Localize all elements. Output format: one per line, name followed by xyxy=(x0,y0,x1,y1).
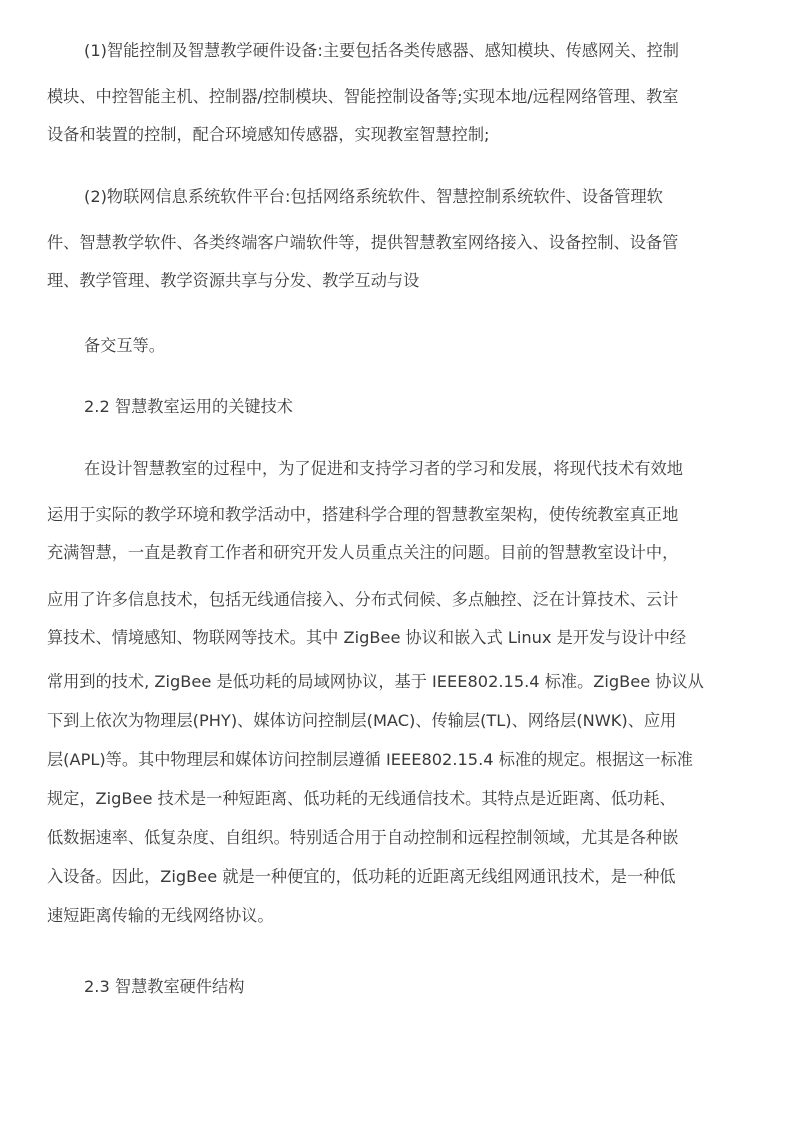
paragraph-4-line-5: 算技术、情境感知、物联网等技术。其中 ZigBee 协议和嵌入式 Linux 是开发与设计中经 xyxy=(47,628,687,647)
paragraph-4-line-12: 速短距离传输的无线网络协议。 xyxy=(47,906,274,925)
section-heading-2-2: 2.2 智慧教室运用的关键技术 xyxy=(84,397,293,416)
paragraph-2-line-2: 件、智慧教学软件、各类终端客户端软件等，提供智慧教室网络接入、设备控制、设备管 xyxy=(47,233,679,252)
paragraph-2-line-1: (2)物联网信息系统软件平台:包括网络系统软件、智慧控制系统软件、设备管理软 xyxy=(84,187,663,206)
paragraph-4-line-7: 下到上依次为物理层(PHY)、媒体访问控制层(MAC)、传输层(TL)、网络层(NWK)、应用 xyxy=(47,711,677,730)
paragraph-4-line-4: 应用了许多信息技术，包括无线通信接入、分布式伺候、多点触控、泛在计算技术、云计 xyxy=(47,590,679,609)
paragraph-1-line-1: (1)智能控制及智慧教学硬件设备:主要包括各类传感器、感知模块、传感网关、控制 xyxy=(84,41,679,60)
paragraph-4-line-10: 低数据速率、低复杂度、自组织。特别适合用于自动控制和远程控制领域，尤其是各种嵌 xyxy=(47,828,679,847)
paragraph-4-line-3: 充满智慧，一直是教育工作者和研究开发人员重点关注的问题。目前的智慧教室设计中， xyxy=(47,543,679,562)
paragraph-4-line-2: 运用于实际的教学环境和教学活动中，搭建科学合理的智慧教室架构，使传统教室真正地 xyxy=(47,505,679,524)
paragraph-4-line-11: 入设备。因此，ZigBee 就是一种便宜的，低功耗的近距离无线组网通讯技术，是一种低 xyxy=(47,867,676,886)
paragraph-4-line-1: 在设计智慧教室的过程中，为了促进和支持学习者的学习和发展，将现代技术有效地 xyxy=(84,459,683,478)
paragraph-3-line-1: 备交互等。 xyxy=(84,336,165,355)
paragraph-4-line-8: 层(APL)等。其中物理层和媒体访问控制层遵循 IEEE802.15.4 标准的规定。根据这一标准 xyxy=(47,750,693,769)
paragraph-2-line-3: 理、教学管理、教学资源共享与分发、教学互动与设 xyxy=(47,271,420,290)
paragraph-1-line-3: 设备和装置的控制，配合环境感知传感器，实现教室智慧控制; xyxy=(47,125,490,144)
paragraph-4-line-9: 规定，ZigBee 技术是一种短距离、低功耗的无线通信技术。其特点是近距离、低功耗、 xyxy=(47,789,676,808)
paragraph-4-line-6: 常用到的技术, ZigBee 是低功耗的局域网协议，基于 IEEE802.15.4 标准。ZigBee 协议从 xyxy=(47,672,704,691)
paragraph-1-line-2: 模块、中控智能主机、控制器/控制模块、智能控制设备等;实现本地/远程网络管理、教室 xyxy=(47,87,679,106)
section-heading-2-3: 2.3 智慧教室硬件结构 xyxy=(84,977,245,996)
